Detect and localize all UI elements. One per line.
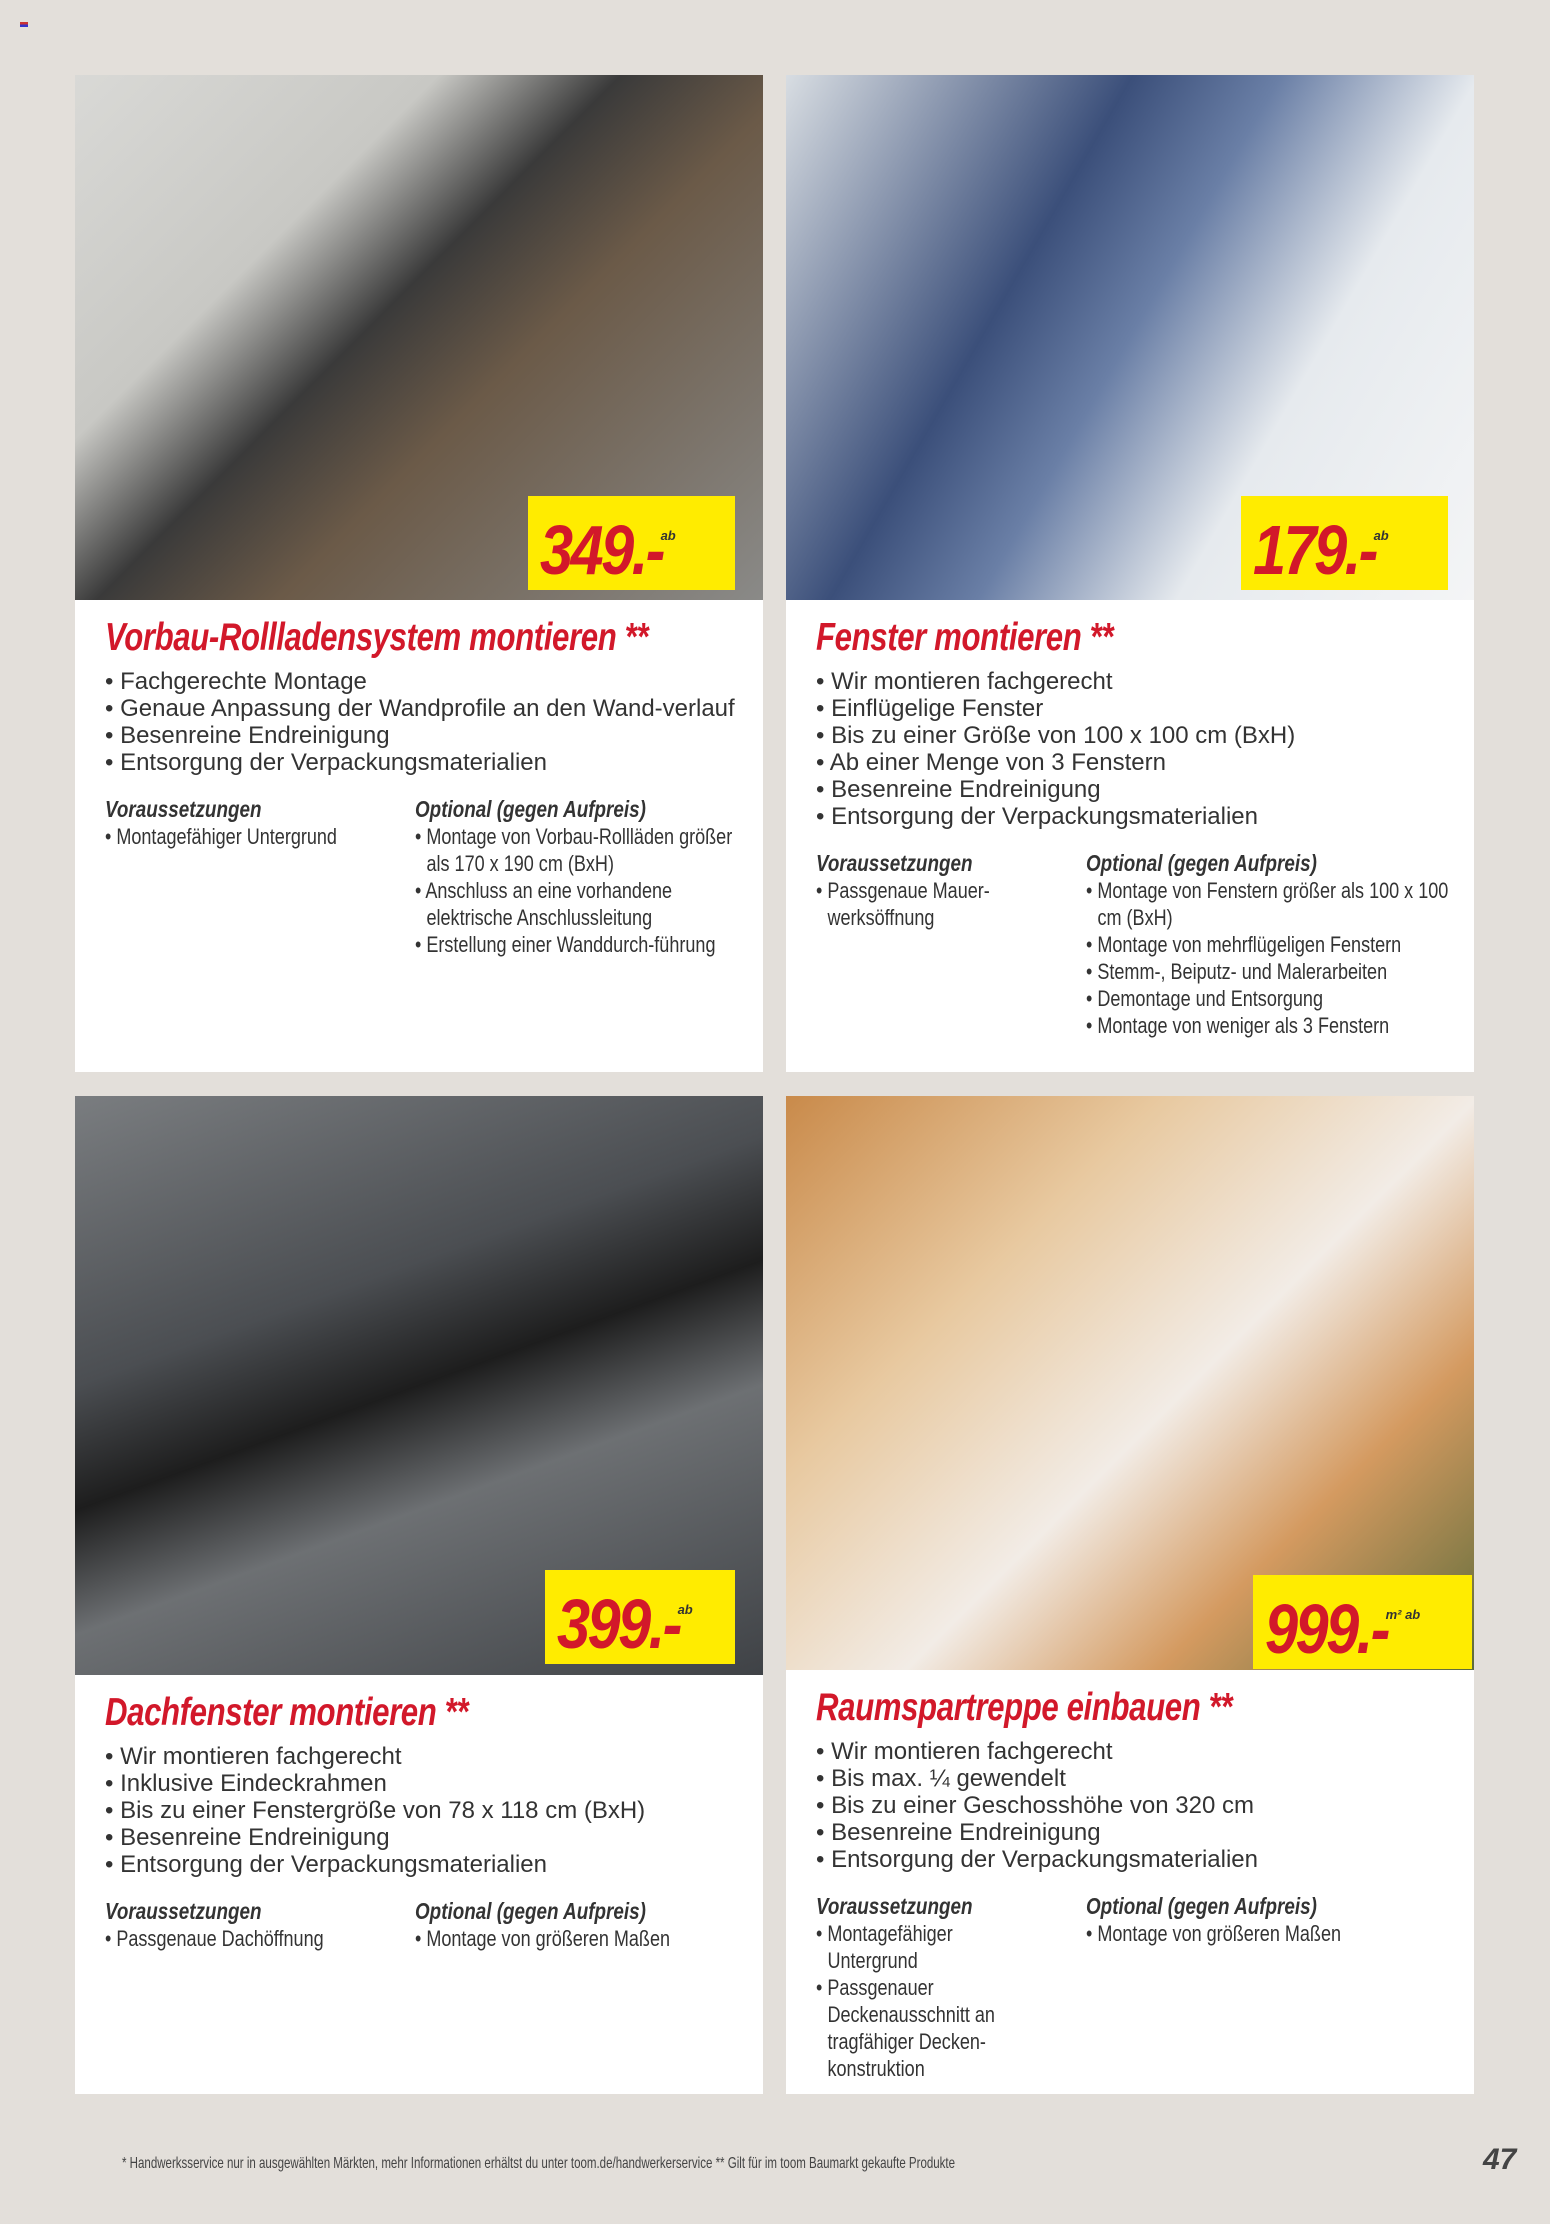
page-number: 47	[1483, 2143, 1517, 2176]
price-unit: ab	[677, 1602, 693, 1617]
list-item: • Montage von weniger als 3 Fenstern	[1086, 1012, 1453, 1039]
service-card	[786, 1096, 1474, 2094]
service-card	[75, 1096, 763, 2094]
list-item: • Bis zu einer Fenstergröße von 78 x 118 cm (BxH)	[105, 1797, 743, 1824]
requirements	[105, 796, 359, 958]
requirements	[816, 1893, 1037, 2082]
price-badge	[528, 496, 735, 590]
optional-extras	[1086, 850, 1453, 1039]
requirements	[105, 1898, 359, 1952]
list-item: • Erstellung einer Wanddurch-führung	[415, 931, 743, 958]
list-item: • Genaue Anpassung der Wandprofile an den Wand-verlauf	[105, 695, 743, 722]
list-item: • Entsorgung der Verpackungsmaterialien	[105, 1851, 743, 1878]
page-marker	[20, 22, 28, 27]
requirements-heading: Voraussetzungen	[105, 796, 262, 822]
feature-list	[105, 668, 743, 776]
footer-note: * Handwerksservice nur in ausgewählten Märkten, mehr Informationen erhältst du unter toom.de/handwerkerservice ** Gilt für im toom Baumarkt gekaufte Produkte	[122, 2155, 956, 2172]
list-item: • Ab einer Menge von 3 Fenstern	[816, 749, 1454, 776]
requirements	[816, 850, 1037, 1039]
service-title: Raumspartreppe einbauen **	[816, 1686, 1233, 1729]
optional-extras	[415, 796, 743, 958]
service-card	[786, 75, 1474, 1072]
service-title: Vorbau-Rollladensystem montieren **	[105, 616, 649, 659]
list-item: • Einflügelige Fenster	[816, 695, 1454, 722]
list-item: • Entsorgung der Verpackungsmaterialien	[816, 803, 1454, 830]
requirements-heading: Voraussetzungen	[105, 1898, 262, 1924]
price-unit: ab	[1373, 528, 1389, 543]
list-item: • Bis zu einer Geschosshöhe von 320 cm	[816, 1792, 1454, 1819]
requirements-heading: Voraussetzungen	[816, 850, 973, 876]
optional-heading: Optional (gegen Aufpreis)	[415, 1898, 646, 1924]
optional-heading: Optional (gegen Aufpreis)	[415, 796, 646, 822]
list-item: • Montage von Vorbau-Rollläden größer als 170 x 190 cm (BxH)	[415, 823, 743, 877]
list-item: • Demontage und Entsorgung	[1086, 985, 1453, 1012]
service-card	[75, 75, 763, 1072]
list-item: • Wir montieren fachgerecht	[105, 1743, 743, 1770]
price-value: 179.-	[1253, 511, 1376, 589]
price-value: 399.-	[557, 1585, 680, 1663]
service-title: Dachfenster montieren **	[105, 1691, 469, 1734]
list-item: • Besenreine Endreinigung	[816, 1819, 1454, 1846]
list-item: • Besenreine Endreinigung	[816, 776, 1454, 803]
optional-heading: Optional (gegen Aufpreis)	[1086, 1893, 1317, 1919]
list-item: • Montagefähiger Untergrund	[105, 823, 359, 850]
list-item: • Fachgerechte Montage	[105, 668, 743, 695]
list-item: • Passgenauer Deckenausschnitt an tragfähiger Decken-konstruktion	[816, 1974, 1037, 2082]
list-item: • Bis max. ¼ gewendelt	[816, 1765, 1454, 1792]
list-item: • Inklusive Eindeckrahmen	[105, 1770, 743, 1797]
list-item: • Entsorgung der Verpackungsmaterialien	[105, 749, 743, 776]
list-item: • Montage von Fenstern größer als 100 x 100 cm (BxH)	[1086, 877, 1453, 931]
list-item: • Besenreine Endreinigung	[105, 1824, 743, 1851]
list-item: • Stemm-, Beiputz- und Malerarbeiten	[1086, 958, 1453, 985]
list-item: • Wir montieren fachgerecht	[816, 1738, 1454, 1765]
price-value: 999.-	[1265, 1590, 1388, 1668]
feature-list	[816, 668, 1454, 830]
list-item: • Passgenaue Dachöffnung	[105, 1925, 359, 1952]
price-badge	[545, 1570, 735, 1664]
list-item: • Besenreine Endreinigung	[105, 722, 743, 749]
optional-extras	[1086, 1893, 1453, 2082]
price-unit: m² ab	[1385, 1607, 1421, 1622]
list-item: • Wir montieren fachgerecht	[816, 668, 1454, 695]
service-title: Fenster montieren **	[816, 616, 1114, 659]
list-item: • Passgenaue Mauer-werksöffnung	[816, 877, 1037, 931]
price-unit: ab	[660, 528, 676, 543]
price-badge	[1241, 496, 1448, 590]
price-value: 349.-	[540, 511, 663, 589]
feature-list	[105, 1743, 743, 1878]
list-item: • Montage von größeren Maßen	[1086, 1920, 1453, 1947]
feature-list	[816, 1738, 1454, 1873]
requirements-heading: Voraussetzungen	[816, 1893, 973, 1919]
list-item: • Montagefähiger Untergrund	[816, 1920, 1037, 1974]
price-badge	[1253, 1575, 1472, 1669]
list-item: • Montage von größeren Maßen	[415, 1925, 743, 1952]
list-item: • Anschluss an eine vorhandene elektrische Anschlussleitung	[415, 877, 743, 931]
list-item: • Montage von mehrflügeligen Fenstern	[1086, 931, 1453, 958]
optional-extras	[415, 1898, 743, 1952]
optional-heading: Optional (gegen Aufpreis)	[1086, 850, 1317, 876]
list-item: • Bis zu einer Größe von 100 x 100 cm (BxH)	[816, 722, 1454, 749]
list-item: • Entsorgung der Verpackungsmaterialien	[816, 1846, 1454, 1873]
